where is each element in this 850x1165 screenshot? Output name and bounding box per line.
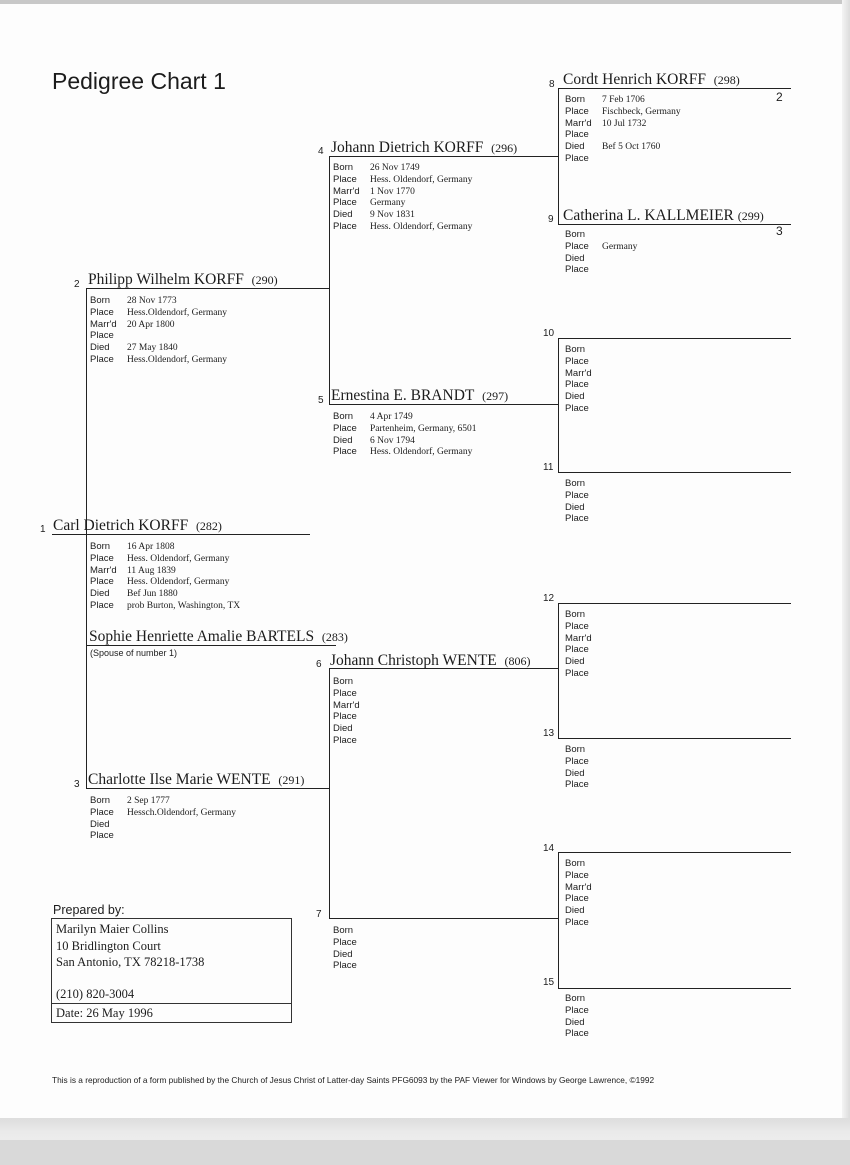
detail-row: [565, 609, 602, 621]
detail-value: Bef Jun 1880: [127, 589, 178, 600]
person-11-details: [565, 478, 602, 525]
detail-label: Place: [333, 422, 357, 434]
detail-row: [90, 330, 227, 342]
detail-label: Born: [565, 478, 586, 489]
detail-label: Place: [565, 152, 589, 164]
detail-row: [565, 118, 681, 130]
detail-row: [565, 379, 602, 391]
detail-label: Place: [333, 711, 357, 723]
detail-row: [333, 711, 370, 723]
detail-row: [90, 553, 240, 565]
detail-row: [565, 905, 602, 917]
detail-label: Died: [565, 1016, 585, 1028]
detail-label: Place: [90, 353, 114, 365]
detail-row: [90, 600, 240, 612]
detail-row: [90, 819, 236, 831]
detail-label: Died: [565, 391, 585, 403]
detail-label: Born: [333, 925, 354, 936]
detail-label: Place: [333, 960, 357, 972]
detail-value: Partenheim, Germany, 6501: [370, 423, 477, 434]
detail-row: [333, 700, 370, 712]
prepared-by-label: Prepared by:: [53, 903, 125, 917]
page-title: Pedigree Chart 1: [52, 68, 226, 94]
person-3-rin: (291): [278, 773, 305, 787]
person-15-number: 15: [543, 977, 555, 988]
detail-label: Place: [90, 806, 114, 818]
detail-row: [90, 342, 227, 354]
detail-label: Born: [333, 411, 354, 422]
detail-label: Place: [565, 105, 589, 117]
detail-label: Place: [565, 240, 589, 252]
scan-right-edge: [842, 0, 850, 1165]
detail-value: 20 Apr 1800: [127, 319, 175, 330]
person-6-name: Johann Christoph WENTE: [330, 652, 497, 669]
detail-row: [333, 221, 472, 233]
detail-row: [90, 541, 240, 553]
detail-label: Born: [90, 795, 111, 806]
detail-label: Born: [565, 993, 586, 1004]
detail-label: Died: [565, 501, 585, 513]
spouse-note: (Spouse of number 1): [90, 648, 178, 658]
detail-row: [565, 621, 602, 633]
person-8-number: 8: [549, 79, 555, 90]
person-2-name: Philipp Wilhelm KORFF: [88, 271, 244, 288]
detail-label: Marr'd: [565, 367, 592, 379]
detail-label: Place: [565, 355, 589, 367]
detail-row: [565, 756, 602, 768]
person-4-name: Johann Dietrich KORFF: [331, 139, 484, 156]
detail-value: 27 May 1840: [127, 343, 178, 354]
detail-label: Died: [333, 723, 353, 735]
detail-label: Died: [333, 434, 353, 446]
person-2-name-line: [88, 271, 278, 289]
detail-row: [565, 744, 602, 756]
detail-label: Died: [565, 767, 585, 779]
detail-label: Born: [565, 94, 586, 105]
detail-label: Died: [565, 252, 585, 264]
detail-row: [90, 576, 240, 588]
detail-value: Hessch.Oldendorf, Germany: [127, 807, 236, 818]
detail-label: Born: [565, 229, 586, 240]
detail-value: 2 Sep 1777: [127, 796, 170, 806]
detail-row: [333, 446, 477, 458]
detail-label: Died: [565, 141, 585, 153]
detail-row: [333, 688, 370, 700]
detail-value: 1 Nov 1770: [370, 186, 415, 197]
detail-label: Place: [90, 830, 114, 842]
detail-row: [90, 354, 227, 366]
person-14-details: [565, 858, 602, 929]
detail-row: [90, 319, 227, 331]
detail-value: 11 Aug 1839: [127, 565, 176, 576]
detail-label: Place: [565, 779, 589, 791]
person-5-name: Ernestina E. BRANDT: [331, 387, 475, 404]
person-9-details: [565, 229, 637, 276]
detail-label: Marr'd: [90, 318, 117, 330]
detail-label: Marr'd: [333, 699, 360, 711]
detail-label: Place: [333, 197, 357, 209]
detail-label: Place: [565, 489, 589, 501]
detail-row: [90, 795, 236, 807]
detail-row: [90, 307, 227, 319]
detail-label: Place: [565, 402, 589, 414]
detail-row: [565, 768, 602, 780]
detail-label: Died: [90, 818, 110, 830]
detail-row: [565, 858, 602, 870]
person-13-number: 13: [543, 728, 555, 739]
detail-row: [333, 937, 370, 949]
detail-label: Place: [333, 446, 357, 458]
detail-row: [565, 253, 637, 265]
detail-label: Place: [565, 1028, 589, 1040]
continuation-index-3: 3: [776, 224, 783, 238]
detail-row: [565, 368, 602, 380]
spouse-name: Sophie Henriette Amalie BARTELS: [89, 628, 315, 645]
person-9-name-line: [563, 207, 764, 225]
detail-label: Place: [90, 552, 114, 564]
detail-value: 4 Apr 1749: [370, 412, 413, 422]
detail-row: [565, 656, 602, 668]
detail-label: Place: [90, 599, 114, 611]
detail-value: 26 Nov 1749: [370, 163, 420, 173]
detail-value: Fischbeck, Germany: [602, 106, 681, 117]
person-10-details: [565, 344, 602, 415]
person-4-rin: (296): [491, 141, 518, 155]
detail-row: [333, 186, 472, 198]
detail-row: [333, 423, 477, 435]
person-7-number: 7: [316, 909, 322, 920]
detail-value: 16 Apr 1808: [127, 542, 175, 552]
detail-row: [90, 295, 227, 307]
detail-row: [565, 1028, 602, 1040]
person-12-number: 12: [543, 593, 555, 604]
detail-label: Place: [565, 755, 589, 767]
person-2-rin: (290): [251, 273, 278, 287]
detail-row: [565, 478, 602, 490]
person-9-number: 9: [548, 214, 554, 225]
detail-label: Place: [565, 916, 589, 928]
detail-row: [333, 735, 370, 747]
detail-label: Place: [333, 936, 357, 948]
person-4-number: 4: [318, 146, 324, 157]
detail-label: Born: [565, 858, 586, 869]
detail-label: Marr'd: [333, 185, 360, 197]
person-14-number: 14: [543, 843, 555, 854]
detail-label: Born: [90, 541, 111, 552]
detail-label: Died: [90, 588, 110, 600]
detail-row: [565, 779, 602, 791]
detail-row: [90, 588, 240, 600]
detail-label: Place: [565, 893, 589, 905]
detail-row: [333, 949, 370, 961]
person-5-name-line: [331, 387, 508, 405]
detail-row: [565, 668, 602, 680]
person-4-details: [333, 162, 472, 233]
detail-value: Hess.Oldendorf, Germany: [127, 307, 227, 318]
detail-label: Born: [565, 609, 586, 620]
detail-row: [565, 490, 602, 502]
detail-row: [565, 241, 637, 253]
person-8-details: [565, 94, 681, 165]
person-3-name-line: [88, 771, 304, 789]
person-2-details: [90, 295, 227, 366]
detail-row: [333, 960, 370, 972]
detail-label: Place: [565, 264, 589, 276]
person-1-number: 1: [40, 524, 46, 535]
person-15-details: [565, 993, 602, 1040]
detail-label: Born: [90, 295, 111, 306]
detail-label: Marr'd: [565, 117, 592, 129]
detail-value: Hess.Oldendorf, Germany: [127, 354, 227, 365]
preparer-name: Marilyn Maier Collins: [56, 922, 169, 936]
person-10-number: 10: [543, 328, 555, 339]
detail-value: Hess. Oldendorf, Germany: [370, 447, 473, 458]
person-6-details: [333, 676, 370, 747]
person-1-name-line: [53, 517, 222, 535]
detail-label: Place: [333, 173, 357, 185]
detail-row: [565, 229, 637, 241]
detail-label: Born: [333, 162, 354, 173]
detail-row: [565, 513, 602, 525]
detail-value: 28 Nov 1773: [127, 296, 177, 306]
person-4-name-line: [331, 139, 517, 157]
detail-row: [90, 565, 240, 577]
detail-label: Born: [565, 344, 586, 355]
prepared-date: Date: 26 May 1996: [56, 1006, 153, 1020]
detail-label: Born: [565, 744, 586, 755]
detail-row: [333, 162, 472, 174]
detail-value: Hess. Oldendorf, Germany: [127, 553, 230, 564]
detail-label: Place: [333, 687, 357, 699]
detail-value: 6 Nov 1794: [370, 435, 415, 446]
person-5-details: [333, 411, 477, 458]
person-5-rin: (297): [482, 389, 509, 403]
detail-row: [565, 391, 602, 403]
detail-row: [565, 644, 602, 656]
person-8-rin: (298): [713, 73, 740, 87]
detail-row: [565, 917, 602, 929]
detail-label: Born: [333, 676, 354, 687]
detail-label: Place: [90, 330, 114, 342]
detail-row: [333, 925, 370, 937]
preparer-address-2: San Antonio, TX 78218-1738: [56, 955, 205, 969]
person-2-number: 2: [74, 279, 80, 290]
detail-value: Hess. Oldendorf, Germany: [127, 577, 230, 588]
detail-row: [90, 830, 236, 842]
person-3-name: Charlotte Ilse Marie WENTE: [88, 771, 271, 788]
detail-label: Marr'd: [565, 632, 592, 644]
detail-row: [565, 403, 602, 415]
detail-value: 9 Nov 1831: [370, 210, 415, 221]
detail-label: Place: [565, 379, 589, 391]
detail-label: Place: [565, 644, 589, 656]
person-5-number: 5: [318, 395, 324, 406]
continuation-index-2: 2: [776, 90, 783, 104]
detail-row: [565, 129, 681, 141]
detail-label: Place: [90, 306, 114, 318]
preparer-address-1: 10 Bridlington Court: [56, 939, 161, 953]
detail-value: prob Burton, Washington, TX: [127, 600, 241, 611]
detail-row: [565, 993, 602, 1005]
person-1-name: Carl Dietrich KORFF: [53, 517, 189, 534]
detail-label: Died: [333, 948, 353, 960]
detail-label: Place: [333, 734, 357, 746]
person-6-number: 6: [316, 659, 322, 670]
person-1-details: [90, 541, 240, 612]
detail-label: Died: [90, 342, 110, 354]
scan-top-edge: [0, 0, 850, 4]
person-1-rin: (282): [195, 519, 222, 533]
detail-value: Bef 5 Oct 1760: [602, 142, 661, 153]
detail-value: Hess. Oldendorf, Germany: [370, 174, 473, 185]
detail-value: Germany: [370, 198, 406, 209]
detail-row: [333, 676, 370, 688]
detail-value: 10 Jul 1732: [602, 118, 647, 129]
person-8-name-line: [563, 71, 740, 89]
detail-row: [565, 1005, 602, 1017]
detail-row: [565, 633, 602, 645]
detail-row: [565, 502, 602, 514]
detail-row: [333, 209, 472, 221]
preparer-phone: (210) 820-3004: [56, 987, 135, 1001]
detail-row: [565, 1017, 602, 1029]
detail-label: Place: [565, 513, 589, 525]
detail-value: 7 Feb 1706: [602, 95, 645, 105]
detail-label: Died: [565, 656, 585, 668]
spouse-name-line: [89, 628, 348, 646]
person-9-name: Catherina L. KALLMEIER: [563, 207, 734, 224]
detail-row: [90, 807, 236, 819]
detail-row: [565, 106, 681, 118]
detail-row: [565, 153, 681, 165]
detail-label: Place: [565, 620, 589, 632]
spouse-rin: (283): [321, 630, 348, 644]
person-6-rin: (806): [504, 654, 531, 668]
person-9-rin: (299): [737, 209, 764, 223]
person-13-details: [565, 744, 602, 791]
person-8-name: Cordt Henrich KORFF: [563, 71, 706, 88]
detail-row: [333, 435, 477, 447]
detail-label: Died: [565, 905, 585, 917]
detail-value: Hess. Oldendorf, Germany: [370, 221, 473, 232]
detail-row: [565, 94, 681, 106]
footer-note: This is a reproduction of a form published by the Church of Jesus Christ of Latter-day Saints PFG6093 by the PAF Viewer for Windows by George Lawrence, ©1992: [52, 1075, 655, 1085]
detail-row: [333, 723, 370, 735]
detail-row: [333, 174, 472, 186]
detail-row: [333, 197, 472, 209]
person-12-details: [565, 609, 602, 680]
detail-label: Died: [333, 209, 353, 221]
detail-row: [565, 344, 602, 356]
detail-label: Place: [565, 869, 589, 881]
detail-row: [565, 264, 637, 276]
detail-label: Marr'd: [90, 564, 117, 576]
person-7-details: [333, 925, 370, 972]
person-3-number: 3: [74, 779, 80, 790]
detail-row: [333, 411, 477, 423]
detail-label: Place: [565, 667, 589, 679]
person-6-name-line: [330, 652, 531, 670]
detail-label: Place: [565, 1004, 589, 1016]
detail-label: Place: [333, 220, 357, 232]
person-3-details: [90, 795, 236, 842]
detail-row: [565, 893, 602, 905]
detail-row: [565, 141, 681, 153]
detail-row: [565, 870, 602, 882]
person-11-number: 11: [543, 462, 554, 473]
detail-row: [565, 882, 602, 894]
detail-label: Marr'd: [565, 881, 592, 893]
scan-bottom-shadow: [0, 1140, 850, 1165]
detail-label: Place: [565, 129, 589, 141]
detail-row: [565, 356, 602, 368]
detail-label: Place: [90, 576, 114, 588]
detail-value: Germany: [602, 241, 638, 252]
